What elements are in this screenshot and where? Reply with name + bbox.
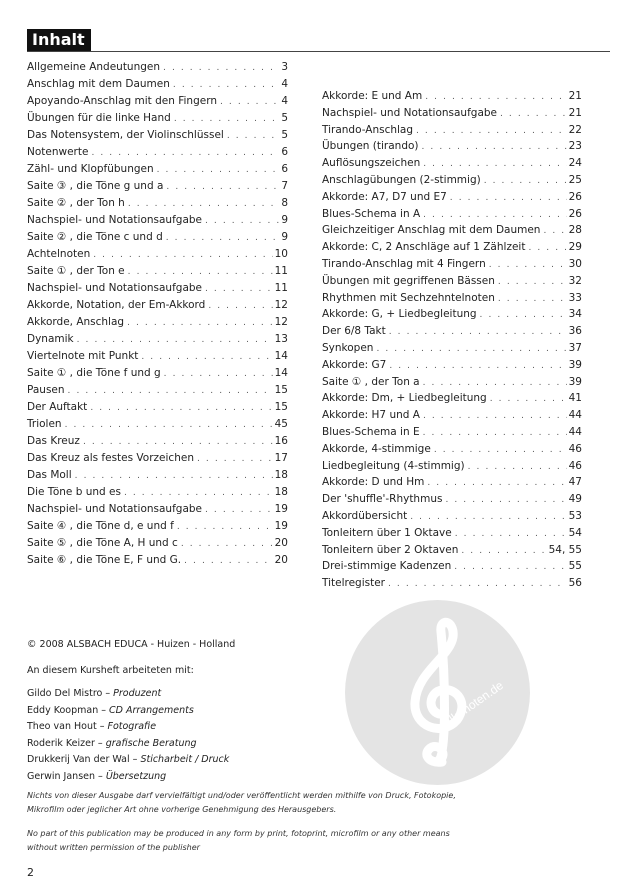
toc-entry-title: Pausen — [27, 384, 65, 397]
toc-entry-title: Das Kreuz als festes Vorzeichen — [27, 452, 194, 465]
toc-entry — [322, 392, 582, 409]
credit-line — [27, 721, 156, 732]
toc-entry — [27, 435, 288, 452]
dot-leader — [127, 318, 273, 328]
credit-role: Fotografie — [107, 721, 157, 732]
toc-entry-title: Das Moll — [27, 469, 72, 482]
credit-name: Gildo Del Mistro — [27, 688, 103, 699]
toc-entry-page: 10 — [274, 248, 288, 261]
toc-entry-title: Triolen — [27, 418, 62, 431]
toc-entry-title: Übungen (tirando) — [322, 140, 419, 153]
toc-entry-title: Akkorde, 4-stimmige — [322, 442, 431, 455]
credit-line — [27, 771, 166, 782]
dot-leader — [423, 411, 567, 421]
toc-entry — [322, 359, 582, 376]
toc-entry-title: Der 6/8 Takt — [322, 325, 386, 338]
toc-entry-title: Übungen für die linke Hand — [27, 112, 171, 125]
toc-entry-page: 13 — [274, 333, 288, 346]
dot-leader — [425, 92, 566, 102]
toc-entry-page: 33 — [568, 291, 582, 304]
toc-entry — [27, 503, 288, 520]
toc-entry — [322, 443, 582, 460]
toc-entry — [322, 426, 582, 443]
dot-leader — [128, 199, 279, 209]
toc-entry-page: 9 — [281, 214, 288, 227]
toc-entry-page: 45 — [274, 418, 288, 431]
heading-bar — [27, 29, 610, 52]
toc-entry-title: Saite ① , der Ton a — [322, 375, 420, 388]
notice-en-line-1: No part of this publication may be produced in any form by print, fotoprint, microfilm or any other means — [27, 829, 450, 838]
dot-leader — [416, 126, 567, 136]
toc-entry-page: 18 — [274, 469, 288, 482]
toc-entry-title: Akkorde, Anschlag — [27, 316, 125, 329]
toc-entry-page: 17 — [274, 452, 288, 465]
credit-line — [27, 688, 161, 699]
toc-entry-page: 25 — [568, 173, 582, 186]
dot-leader — [181, 539, 273, 549]
toc-entry — [27, 469, 288, 486]
toc-entry-page: 9 — [281, 231, 288, 244]
dot-leader — [128, 267, 273, 277]
toc-entry-title: Synkopen — [322, 341, 374, 354]
toc-entry-title: Saite ② , der Ton h — [27, 197, 125, 210]
toc-entry-title: Das Kreuz — [27, 435, 80, 448]
toc-entry — [322, 510, 582, 527]
toc-entry — [27, 248, 288, 265]
toc-entry-title: Akkorde: G, + Liedbegleitung — [322, 308, 477, 321]
toc-entry-title: Zähl- und Klopfübungen — [27, 163, 154, 176]
credit-role: Produzent — [113, 688, 162, 699]
toc-entry-title: Viertelnote mit Punkt — [27, 350, 139, 363]
toc-entry-page: 44 — [568, 409, 582, 422]
toc-entry-page: 26 — [568, 190, 582, 203]
toc-entry — [27, 452, 288, 469]
toc-entry-page: 21 — [568, 90, 582, 102]
dot-leader — [163, 63, 279, 73]
toc-entry — [322, 208, 582, 225]
toc-entry — [322, 342, 582, 359]
toc-entry-page: 11 — [274, 265, 288, 278]
toc-entry-title: Tirando-Anschlag mit 4 Fingern — [322, 257, 486, 270]
toc-entry-page: 47 — [568, 476, 582, 489]
dot-leader — [177, 522, 273, 532]
notice-en-line-2: without written permission of the publisher — [27, 843, 200, 852]
dot-leader — [220, 97, 279, 107]
toc-entry-title: Gleichzeitiger Anschlag mit dem Daumen — [322, 224, 541, 237]
dot-leader — [423, 378, 567, 388]
toc-entry-title: Saite ⑥ , die Töne E, F und G. — [27, 554, 182, 567]
toc-entry — [322, 191, 582, 208]
credit-role: Übersetzung — [105, 770, 167, 782]
dot-leader — [141, 352, 272, 362]
toc-entry-title: Nachspiel- und Notationsaufgabe — [27, 214, 203, 227]
dot-leader — [166, 182, 279, 192]
credits-intro: An diesem Kursheft arbeiteten mit: — [27, 665, 194, 676]
toc-entry-page: 12 — [274, 316, 288, 329]
toc-entry-title: Blues-Schema in E — [322, 425, 420, 438]
dot-leader — [422, 142, 567, 152]
toc-entry — [27, 299, 288, 316]
toc-entry-page: 20 — [274, 537, 288, 550]
toc-entry-page: 12 — [274, 299, 288, 312]
dot-leader — [480, 310, 567, 320]
toc-entry-page: 39 — [568, 358, 582, 371]
treble-clef-icon — [387, 612, 487, 772]
toc-entry-page: 21 — [568, 106, 582, 119]
toc-entry-page: 46 — [568, 459, 582, 472]
dot-leader — [91, 148, 279, 158]
toc-entry — [27, 231, 288, 248]
dot-leader — [498, 294, 567, 304]
toc-entry-page: 55 — [568, 560, 582, 573]
toc-entry-page: 19 — [274, 503, 288, 516]
toc-entry — [27, 384, 288, 401]
toc-entry-title: Anschlagübungen (2-stimmig) — [322, 173, 481, 186]
toc-entry-title: Akkorde: H7 und A — [322, 409, 420, 422]
toc-entry-page: 39 — [568, 375, 582, 388]
watermark — [345, 600, 530, 785]
toc-entry-page: 49 — [568, 493, 582, 506]
dot-leader — [208, 301, 272, 311]
dot-leader — [205, 505, 273, 515]
dot-leader — [528, 243, 566, 253]
toc-entry-title: Blues-Schema in A — [322, 207, 421, 220]
toc-entry-title: Saite ⑤ , die Töne A, H und c — [27, 537, 178, 550]
toc-entry — [27, 180, 288, 197]
credit-role: grafische Beratung — [105, 737, 197, 749]
toc-entry-page: 24 — [568, 157, 582, 170]
toc-entry — [322, 560, 582, 577]
dot-leader — [543, 226, 566, 236]
toc-entry-page: 30 — [568, 257, 582, 270]
toc-entry-page: 14 — [274, 350, 288, 363]
credit-name: Drukkerij Van der Wal — [27, 754, 130, 765]
credit-separator: – — [96, 721, 108, 732]
toc-entry — [27, 265, 288, 282]
page-title: Inhalt — [27, 29, 91, 51]
dot-leader — [434, 445, 567, 455]
toc-entry-page: 36 — [568, 325, 582, 338]
toc-entry — [27, 537, 288, 554]
credit-separator: – — [94, 737, 106, 749]
toc-entry-title: Der Auftakt — [27, 401, 88, 414]
credit-line — [27, 705, 194, 716]
toc-entry-title: Akkorde: G7 — [322, 358, 387, 371]
toc-entry — [322, 241, 582, 258]
toc-entry — [322, 140, 582, 157]
toc-entry-title: Saite ① , die Töne f und g — [27, 367, 161, 380]
notice-de-line-2: Mikrofilm oder jeglicher Art ohne vorherige Genehmigung des Herausgebers. — [27, 805, 337, 814]
toc-entry-page: 53 — [568, 509, 582, 522]
toc-entry — [27, 282, 288, 299]
toc-entry-page: 5 — [281, 112, 288, 125]
toc-entry-title: Drei-stimmige Kadenzen — [322, 560, 452, 573]
dot-leader — [227, 131, 279, 141]
toc-entry-page: 23 — [568, 140, 582, 153]
toc-entry-page: 4 — [281, 95, 288, 108]
toc-entry-page: 14 — [274, 367, 288, 380]
toc-entry-page: 34 — [568, 308, 582, 321]
credit-name: Gerwin Jansen — [27, 770, 96, 782]
toc-entry — [322, 376, 582, 393]
dot-leader — [500, 109, 567, 119]
dot-leader — [157, 165, 280, 175]
toc-entry-page: 20 — [274, 554, 288, 567]
toc-entry — [322, 476, 582, 493]
toc-entry-page: 46 — [568, 442, 582, 455]
dot-leader — [423, 159, 566, 169]
toc-entry — [322, 292, 582, 309]
toc-entry-title: Nachspiel- und Notationsaufgabe — [27, 282, 203, 295]
toc-entry — [27, 61, 288, 78]
toc-entry-title: Saite ② , die Töne c und d — [27, 231, 163, 244]
toc-entry — [322, 124, 582, 141]
toc-entry-page: 8 — [281, 197, 288, 210]
toc-entry — [27, 146, 288, 163]
toc-entry-title: Akkorde: A7, D7 und E7 — [322, 190, 447, 203]
notice-de-line-1: Nichts von dieser Ausgabe darf vervielfältigt und/oder veröffentlicht werden mithilfe von Druck, Fotokopie, — [27, 791, 456, 800]
dot-leader — [490, 394, 567, 404]
toc-entry-page: 18 — [274, 486, 288, 499]
dot-leader — [68, 386, 273, 396]
dot-leader — [77, 335, 273, 345]
dot-leader — [389, 327, 567, 337]
dot-leader — [197, 454, 273, 464]
toc-entry — [322, 258, 582, 275]
toc-entry-page: 19 — [274, 520, 288, 533]
dot-leader — [445, 495, 566, 505]
watermark-text: alle-noten.de — [441, 678, 506, 730]
toc-entry-page: 37 — [568, 341, 582, 354]
toc-entry — [27, 112, 288, 129]
dot-leader — [423, 428, 567, 438]
toc-entry-page: 15 — [274, 401, 288, 414]
toc-entry-title: Liedbegleitung (4-stimmig) — [322, 459, 465, 472]
dot-leader — [388, 579, 567, 589]
toc-entry-title: Akkorde: E und Am — [322, 90, 423, 102]
toc-entry — [322, 174, 582, 191]
dot-leader — [83, 437, 273, 447]
dot-leader — [427, 478, 566, 488]
dot-leader — [65, 420, 273, 430]
dot-leader — [389, 361, 566, 371]
toc-entry-title: Akkorde: D und Hm — [322, 476, 425, 489]
credit-line — [27, 738, 197, 749]
credit-name: Roderik Keizer — [27, 737, 95, 749]
toc-entry — [322, 409, 582, 426]
toc-entry-title: Nachspiel- und Notationsaufgabe — [27, 503, 203, 516]
toc-entry-page: 41 — [568, 392, 582, 405]
dot-leader — [461, 546, 546, 556]
dot-leader — [75, 471, 273, 481]
copyright: © 2008 ALSBACH EDUCA - Huizen - Holland — [27, 639, 236, 650]
toc-entry-title: Allgemeine Andeutungen — [27, 61, 161, 73]
toc-entry-page: 7 — [281, 180, 288, 193]
toc-entry — [322, 107, 582, 124]
toc-entry — [27, 418, 288, 435]
toc-entry-title: Akkorde: Dm, + Liedbegleitung — [322, 392, 487, 405]
credit-separator: – — [129, 754, 141, 765]
toc-entry-title: Akkordübersicht — [322, 509, 408, 522]
dot-leader — [423, 210, 566, 220]
toc-entry-title: Nachspiel- und Notationsaufgabe — [322, 106, 498, 119]
toc-entry-title: Anschlag mit dem Daumen — [27, 78, 170, 91]
toc-entry — [322, 275, 582, 292]
toc-entry — [322, 460, 582, 477]
toc-entry-page: 29 — [568, 241, 582, 254]
toc-entry-page: 6 — [281, 163, 288, 176]
toc-entry — [322, 90, 582, 107]
toc-entry-title: Übungen mit gegriffenen Bässen — [322, 274, 495, 287]
dot-leader — [468, 462, 567, 472]
toc-entry — [322, 577, 582, 594]
toc-entry-title: Achtelnoten — [27, 248, 91, 261]
dot-leader — [124, 488, 273, 498]
toc-entry — [27, 129, 288, 146]
toc-entry-page: 11 — [274, 282, 288, 295]
credit-role: CD Arrangements — [109, 704, 194, 716]
toc-entry — [27, 486, 288, 503]
page-number: 2 — [27, 866, 34, 879]
dot-leader — [454, 562, 566, 572]
toc-entry-page: 3 — [281, 61, 288, 73]
dot-leader — [489, 260, 567, 270]
toc-entry-page: 32 — [568, 274, 582, 287]
toc-entry — [27, 350, 288, 367]
toc-entry — [322, 224, 582, 241]
toc-entry — [27, 554, 288, 571]
toc-entry — [27, 401, 288, 418]
toc-entry — [27, 367, 288, 384]
toc-entry-title: Rhythmen mit Sechzehntelnoten — [322, 291, 495, 304]
toc-entry — [322, 325, 582, 342]
dot-leader — [484, 176, 567, 186]
toc-entry-page: 54, 55 — [548, 543, 582, 556]
toc-entry-title: Titelregister — [322, 577, 385, 590]
toc-entry-title: Saite ③ , die Töne g und a — [27, 180, 164, 193]
toc-entry — [27, 78, 288, 95]
toc-entry-page: 15 — [274, 384, 288, 397]
toc-entry-page: 22 — [568, 123, 582, 136]
dot-leader — [205, 284, 273, 294]
toc-entry-page: 5 — [281, 129, 288, 142]
toc-entry-title: Saite ④ , die Töne d, e und f — [27, 520, 174, 533]
toc-entry — [27, 95, 288, 112]
dot-leader — [205, 216, 279, 226]
toc-entry-title: Notenwerte — [27, 146, 89, 159]
toc-entry — [27, 163, 288, 180]
toc-entry-page: 28 — [568, 224, 582, 237]
toc-entry-page: 16 — [274, 435, 288, 448]
toc-entry-title: Tirando-Anschlag — [322, 123, 414, 136]
toc-entry-title: Saite ① , der Ton e — [27, 265, 125, 278]
toc-entry-title: Akkorde: C, 2 Anschläge auf 1 Zählzeit — [322, 241, 526, 254]
toc-entry-page: 4 — [281, 78, 288, 91]
toc-entry — [27, 333, 288, 350]
credit-role: Sticharbeit / Druck — [140, 754, 230, 765]
toc-entry-page: 26 — [568, 207, 582, 220]
toc-entry — [27, 520, 288, 537]
toc-entry — [322, 157, 582, 174]
dot-leader — [174, 114, 280, 124]
toc-entry — [322, 493, 582, 510]
credit-name: Theo van Hout — [27, 721, 97, 732]
dot-leader — [450, 193, 567, 203]
toc-entry-title: Die Töne b und es — [27, 486, 121, 499]
toc-entry-page: 54 — [568, 526, 582, 539]
toc-left-column — [27, 61, 288, 571]
credit-separator: – — [102, 688, 114, 699]
dot-leader — [184, 556, 272, 566]
toc-entry-title: Apoyando-Anschlag mit den Fingern — [27, 95, 217, 108]
dot-leader — [166, 233, 280, 243]
toc-entry-title: Akkorde, Notation, der Em-Akkord — [27, 299, 206, 312]
toc-entry — [322, 308, 582, 325]
toc-entry-title: Das Notensystem, der Violinschlüssel — [27, 129, 224, 142]
toc-entry-title: Dynamik — [27, 333, 74, 346]
toc-entry-page: 56 — [568, 577, 582, 590]
dot-leader — [455, 529, 567, 539]
toc-right-column — [322, 90, 582, 594]
dot-leader — [90, 403, 272, 413]
toc-entry — [322, 544, 582, 561]
dot-leader — [376, 344, 566, 354]
dot-leader — [173, 80, 279, 90]
dot-leader — [164, 369, 273, 379]
dot-leader — [498, 277, 567, 287]
toc-entry-page: 6 — [281, 146, 288, 159]
toc-entry-page: 44 — [568, 425, 582, 438]
credit-line — [27, 754, 229, 765]
toc-entry — [27, 214, 288, 231]
dot-leader — [410, 512, 566, 522]
toc-entry — [27, 197, 288, 214]
toc-entry — [322, 527, 582, 544]
credit-name: Eddy Koopman — [27, 704, 99, 716]
toc-entry-title: Auflösungszeichen — [322, 157, 421, 170]
credit-separator: – — [95, 770, 106, 782]
toc-entry-title: Tonleitern über 2 Oktaven — [322, 543, 459, 556]
toc-entry — [27, 316, 288, 333]
dot-leader — [93, 250, 272, 260]
toc-entry-title: Tonleitern über 1 Oktave — [322, 526, 452, 539]
credit-separator: – — [98, 704, 110, 716]
toc-entry-title: Der 'shuffle'-Rhythmus — [322, 493, 443, 506]
